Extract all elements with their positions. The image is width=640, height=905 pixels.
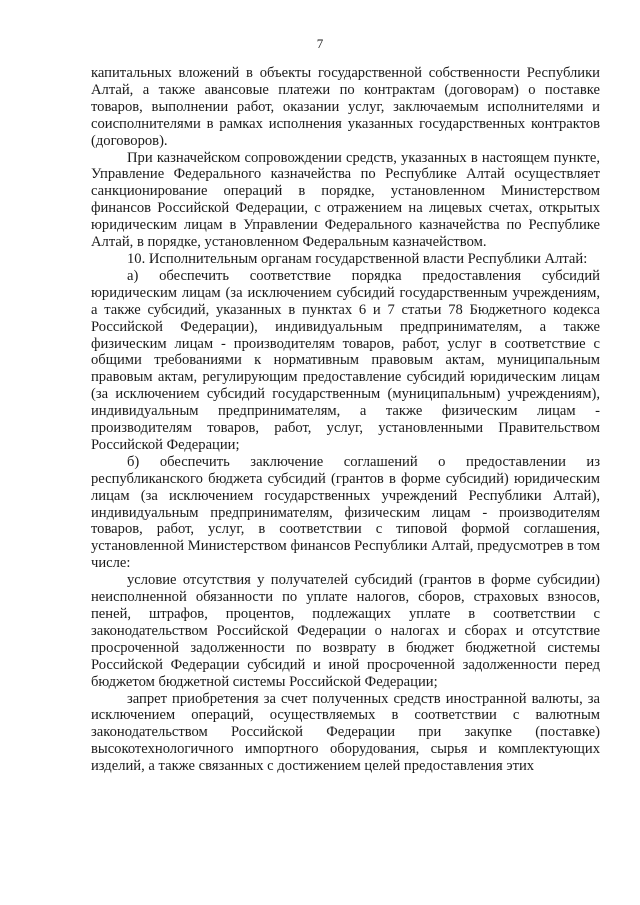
paragraph-3: 10. Исполнительным органам государственной власти Республики Алтай: (127, 250, 588, 267)
page-number: 7 (316, 36, 324, 51)
paragraph-5: б) обеспечить заключение соглашений о предоставлении из республиканского бюджета субсидий (грантов в форме субсидий) юридическим лицам (за исключением государственных учреждений Республики Алтай), индивидуальным предпринимателям, физическим лицам - производителям товаров, работ, услуг, в соответствии с типовой формой соглашения, установленной Министерством финансов Республики Алтай, предусмотрев в том числе: (91, 453, 600, 572)
paragraph-1: капитальных вложений в объекты государственной собственности Республики Алтай, а также авансовые платежи по контрактам (договорам) о поставке товаров, выполнении работ, оказании услуг, заключаемым исполнителями и соисполнителями в рамках исполнения указанных государственных контрактов (договоров). (91, 65, 600, 149)
paragraph-2: При казначейском сопровождении средств, указанных в настоящем пункте, Управление Федерального казначейства по Республике Алтай осуществляет санкционирование операций в порядке, установленном Министерством финансов Российской Федерации, с отражением на лицевых счетах, открытых юридическим лицам в Управлении Федерального казначейства по Республике Алтай, в порядке, установленном Федеральным казначейством. (91, 149, 600, 251)
paragraph-7: запрет приобретения за счет полученных средств иностранной валюты, за исключением операций, осуществляемых в соответствии с валютным законодательством Российской Федерации при закупке (поставке) высокотехнологичного импортного оборудования, сырья и комплектующих изделий, а также связанных с достижением целей предоставления этих (91, 690, 600, 775)
paragraph-6: условие отсутствия у получателей субсидий (грантов в форме субсидии) неисполненной обязанности по уплате налогов, сборов, страховых взносов, пеней, штрафов, процентов, подлежащих уплате в соответствии с законодательством Российской Федерации о налогах и сборах и отсутствие просроченной задолженности по возврату в бюджет бюджетной системы Российской Федерации субсидий и иной просроченной задолженности перед бюджетом бюджетной системы Российской Федерации; (91, 572, 600, 690)
document-body (91, 65, 600, 775)
paragraph-4: а) обеспечить соответствие порядка предоставления субсидий юридическим лицам (за исключением субсидий государственным учреждениям, а также субсидий, указанных в пунктах 6 и 7 статьи 78 Бюджетного кодекса Российской Федерации), индивидуальным предпринимателям, а также физическим лицам - производителям товаров, работ, услуг в соответствие с общими требованиями к нормативным правовым актам, муниципальным правовым актам, регулирующим предоставление субсидий юридическим лицам (за исключением субсидий государственным (муниципальным) учреждениям), индивидуальным предпринимателям, а также физическим лицам - производителям товаров, работ, услуг, установленными Правительством Российской Федерации; (91, 267, 600, 453)
